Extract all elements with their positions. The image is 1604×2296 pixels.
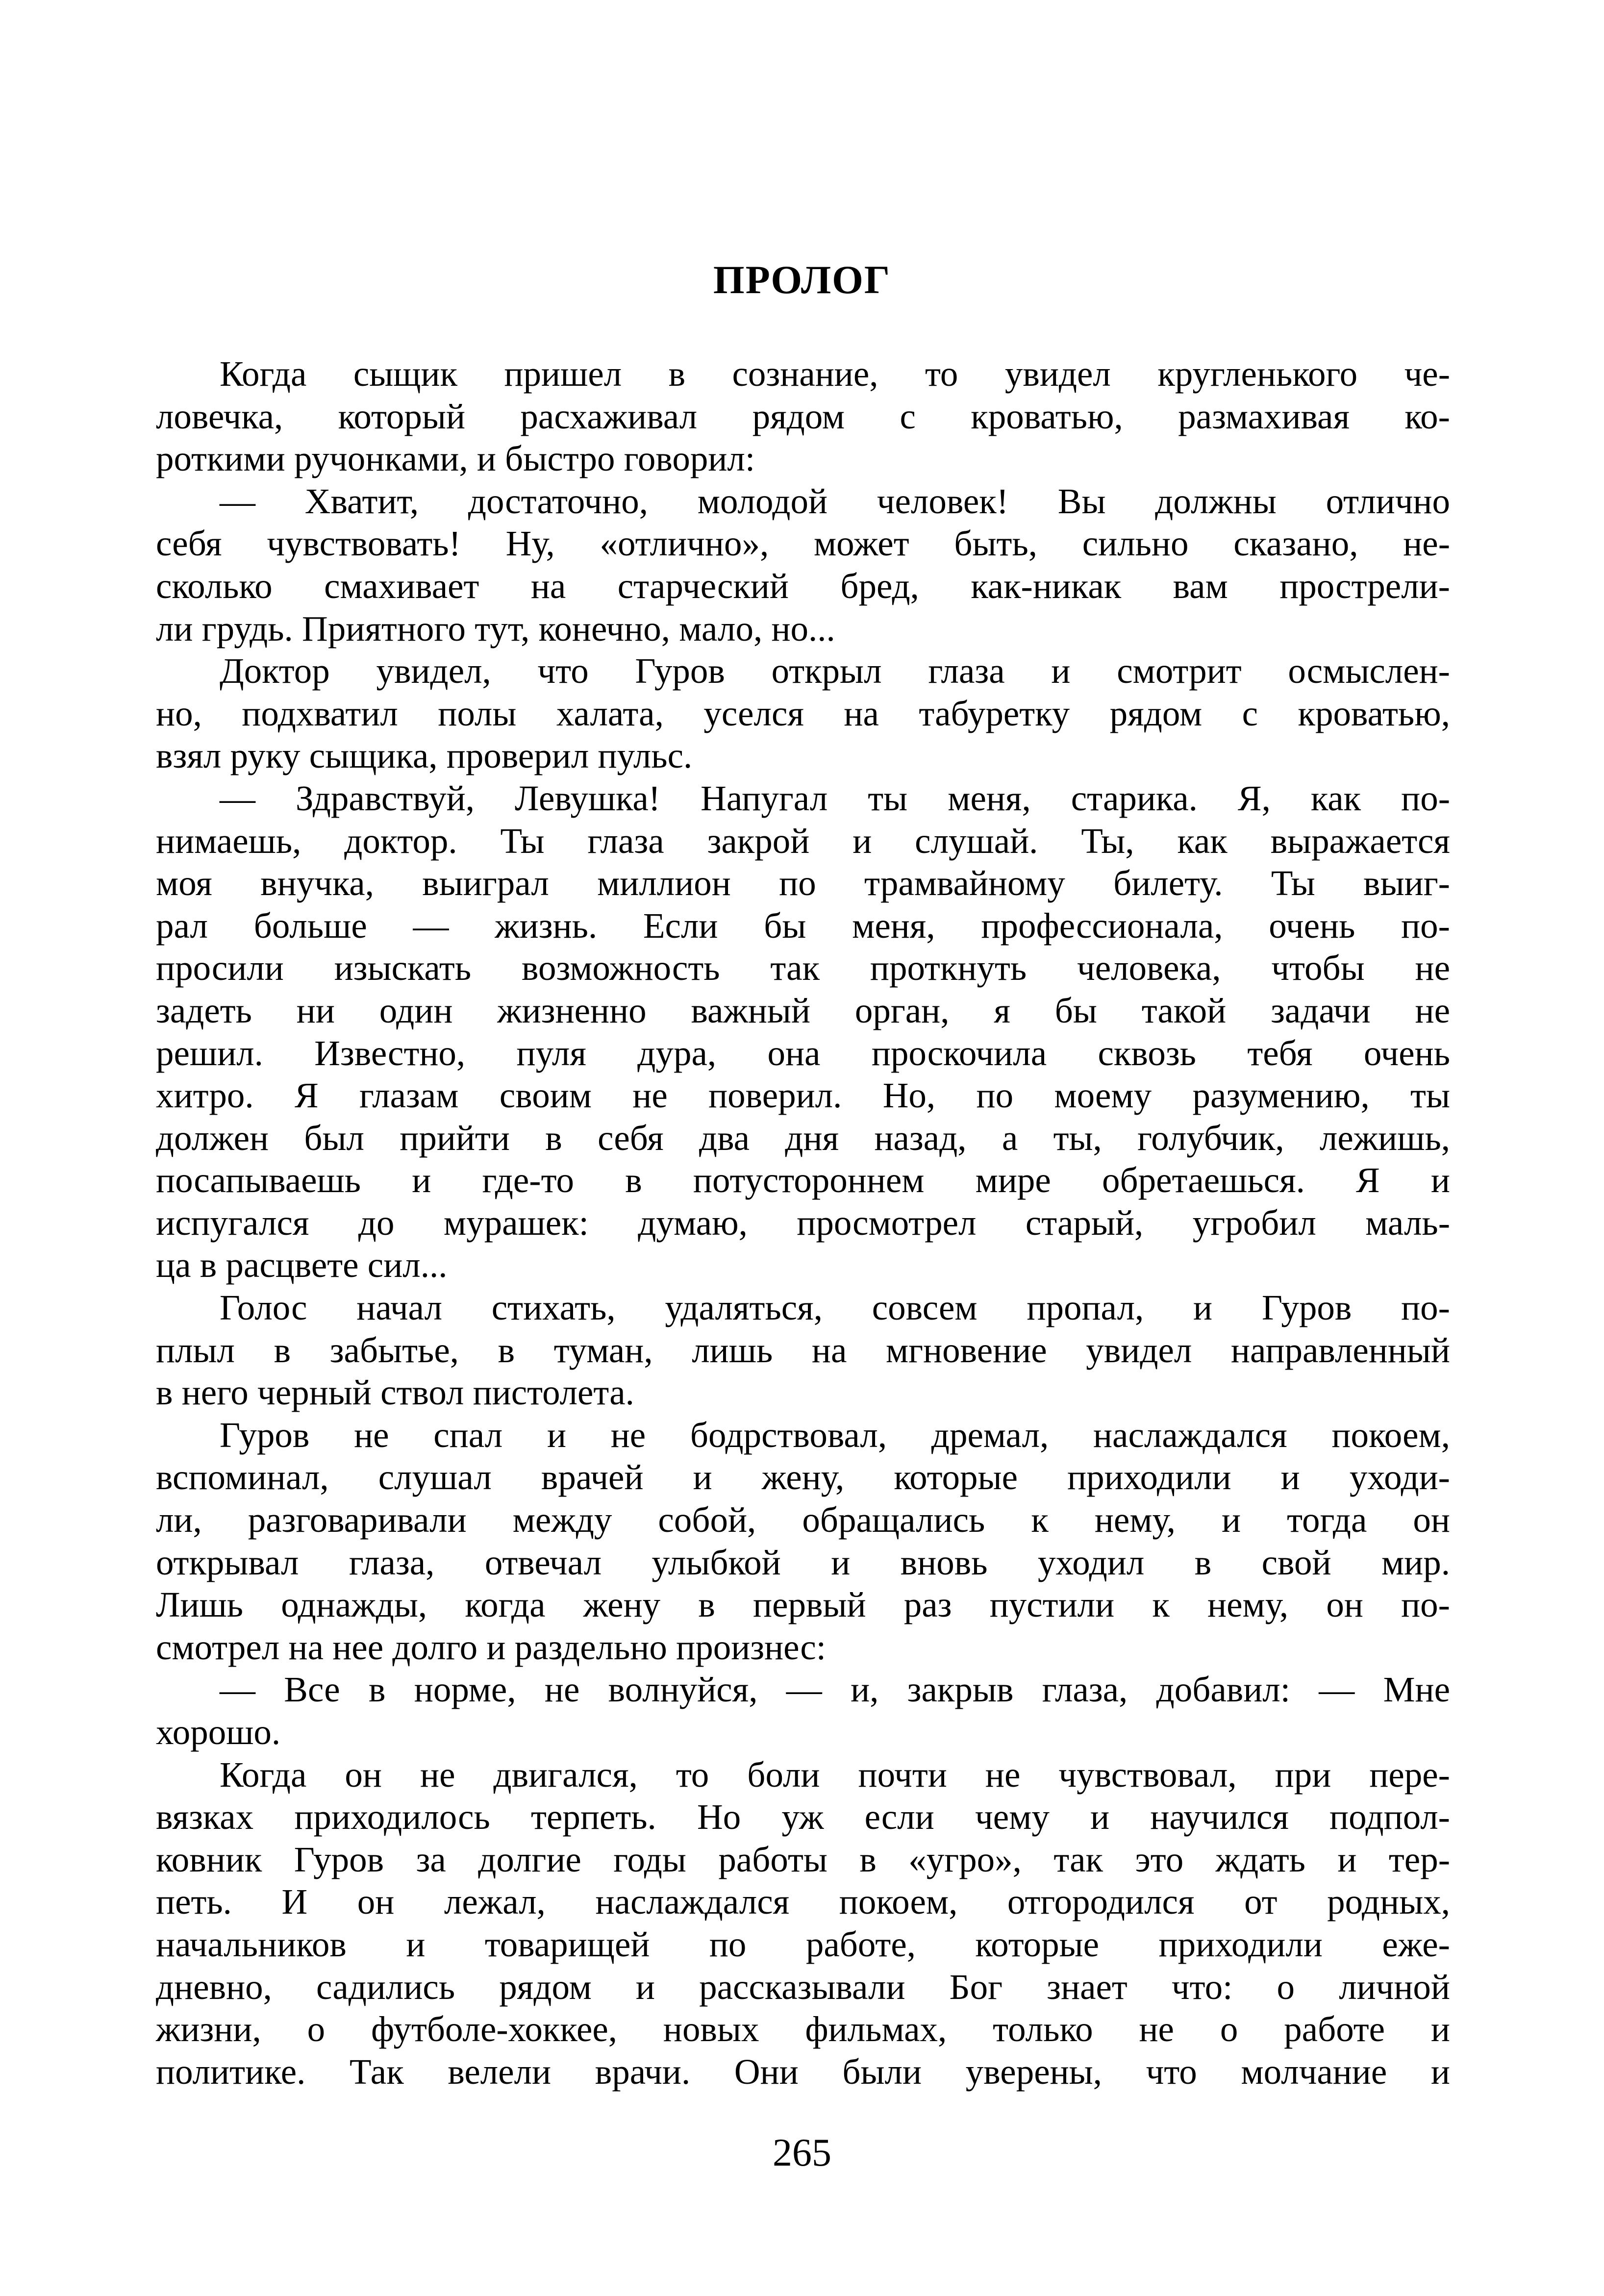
text-line: посапываешь и где-то в потустороннем мире обретаешься. Я и — [156, 1160, 1450, 1200]
text-line: — Хватит, достаточно, молодой человек! Вы должны отлично — [220, 481, 1450, 521]
text-line: жизни, о футболе-хоккее, новых фильмах, только не о работе и — [156, 2009, 1450, 2049]
text-line: хитро. Я глазам своим не поверил. Но, по моему разумению, ты — [156, 1075, 1450, 1116]
text-line: — Здравствуй, Левушка! Напугал ты меня, старика. Я, как по- — [220, 778, 1450, 818]
text-line: дневно, садились рядом и рассказывали Бог знает что: о личной — [156, 1967, 1450, 2007]
text-line: испугался до мурашек: думаю, просмотрел старый, угробил маль- — [156, 1202, 1450, 1243]
text-line: ловечка, который расхаживал рядом с кроватью, размахивая ко- — [156, 396, 1450, 436]
body-text — [156, 353, 1450, 2093]
text-line: но, подхватил полы халата, уселся на табуретку рядом с кроватью, — [156, 693, 1450, 733]
text-line: Доктор увидел, что Гуров открыл глаза и смотрит осмыслен- — [220, 651, 1450, 691]
text-line: начальников и товарищей по работе, которые приходили еже- — [156, 1924, 1450, 1964]
text-line: нимаешь, доктор. Ты глаза закрой и слушай. Ты, как выражается — [156, 821, 1450, 861]
text-line: — Все в норме, не волнуйся, — и, закрыв глаза, добавил: — Мне — [220, 1670, 1450, 1710]
text-line: рал больше — жизнь. Если бы меня, профессионала, очень по- — [156, 905, 1450, 946]
text-line: Когда он не двигался, то боли почти не чувствовал, при пере- — [220, 1754, 1450, 1795]
text-line: политике. Так велели врачи. Они были уверены, что молчание и — [156, 2051, 1450, 2092]
text-line: Гуров не спал и не бодрствовал, дремал, наслаждался покоем, — [220, 1415, 1450, 1455]
text-line: сколько смахивает на старческий бред, как-никак вам прострели- — [156, 566, 1450, 606]
text-line: просили изыскать возможность так проткнуть человека, чтобы не — [156, 948, 1450, 988]
chapter-title: ПРОЛОГ — [713, 257, 891, 302]
text-line: в него черный ствол пистолета. — [156, 1373, 634, 1413]
text-line: взял руку сыщика, проверил пульс. — [156, 736, 693, 776]
text-line: должен был прийти в себя два дня назад, а ты, голубчик, лежишь, — [156, 1118, 1450, 1158]
text-line: открывал глаза, отвечал улыбкой и вновь уходил в свой мир. — [156, 1542, 1450, 1582]
text-line: ли грудь. Приятного тут, конечно, мало, но... — [156, 608, 835, 649]
text-line: задеть ни один жизненно важный орган, я бы такой задачи не — [156, 990, 1450, 1030]
text-line: плыл в забытье, в туман, лишь на мгновение увидел направленный — [156, 1330, 1450, 1370]
page-number: 265 — [773, 2131, 831, 2174]
text-line: петь. И он лежал, наслаждался покоем, отгородился от родных, — [156, 1882, 1450, 1922]
text-line: Когда сыщик пришел в сознание, то увидел кругленького че- — [220, 354, 1450, 394]
text-line: вязках приходилось терпеть. Но уж если чему и научился подпол- — [156, 1797, 1450, 1837]
text-line: решил. Известно, пуля дура, она проскочила сквозь тебя очень — [156, 1033, 1450, 1073]
text-line: смотрел на нее долго и раздельно произнес: — [156, 1627, 827, 1667]
text-line: Голос начал стихать, удаляться, совсем пропал, и Гуров по- — [220, 1288, 1450, 1328]
text-line: хорошо. — [156, 1712, 281, 1752]
text-line: себя чувствовать! Ну, «отлично», может быть, сильно сказано, не- — [156, 524, 1450, 564]
text-line: вспоминал, слушал врачей и жену, которые приходили и уходи- — [156, 1457, 1450, 1497]
text-line: ца в расцвете сил... — [156, 1245, 448, 1285]
text-line: ковник Гуров за долгие годы работы в «угро», так это ждать и тер- — [156, 1839, 1450, 1879]
text-line: Лишь однажды, когда жену в первый раз пустили к нему, он по- — [156, 1585, 1450, 1625]
text-line: ли, разговаривали между собой, обращались к нему, и тогда он — [156, 1500, 1450, 1540]
text-line: моя внучка, выиграл миллион по трамвайному билету. Ты выиг- — [156, 863, 1450, 903]
text-line: роткими ручонками, и быстро говорил: — [156, 439, 755, 479]
